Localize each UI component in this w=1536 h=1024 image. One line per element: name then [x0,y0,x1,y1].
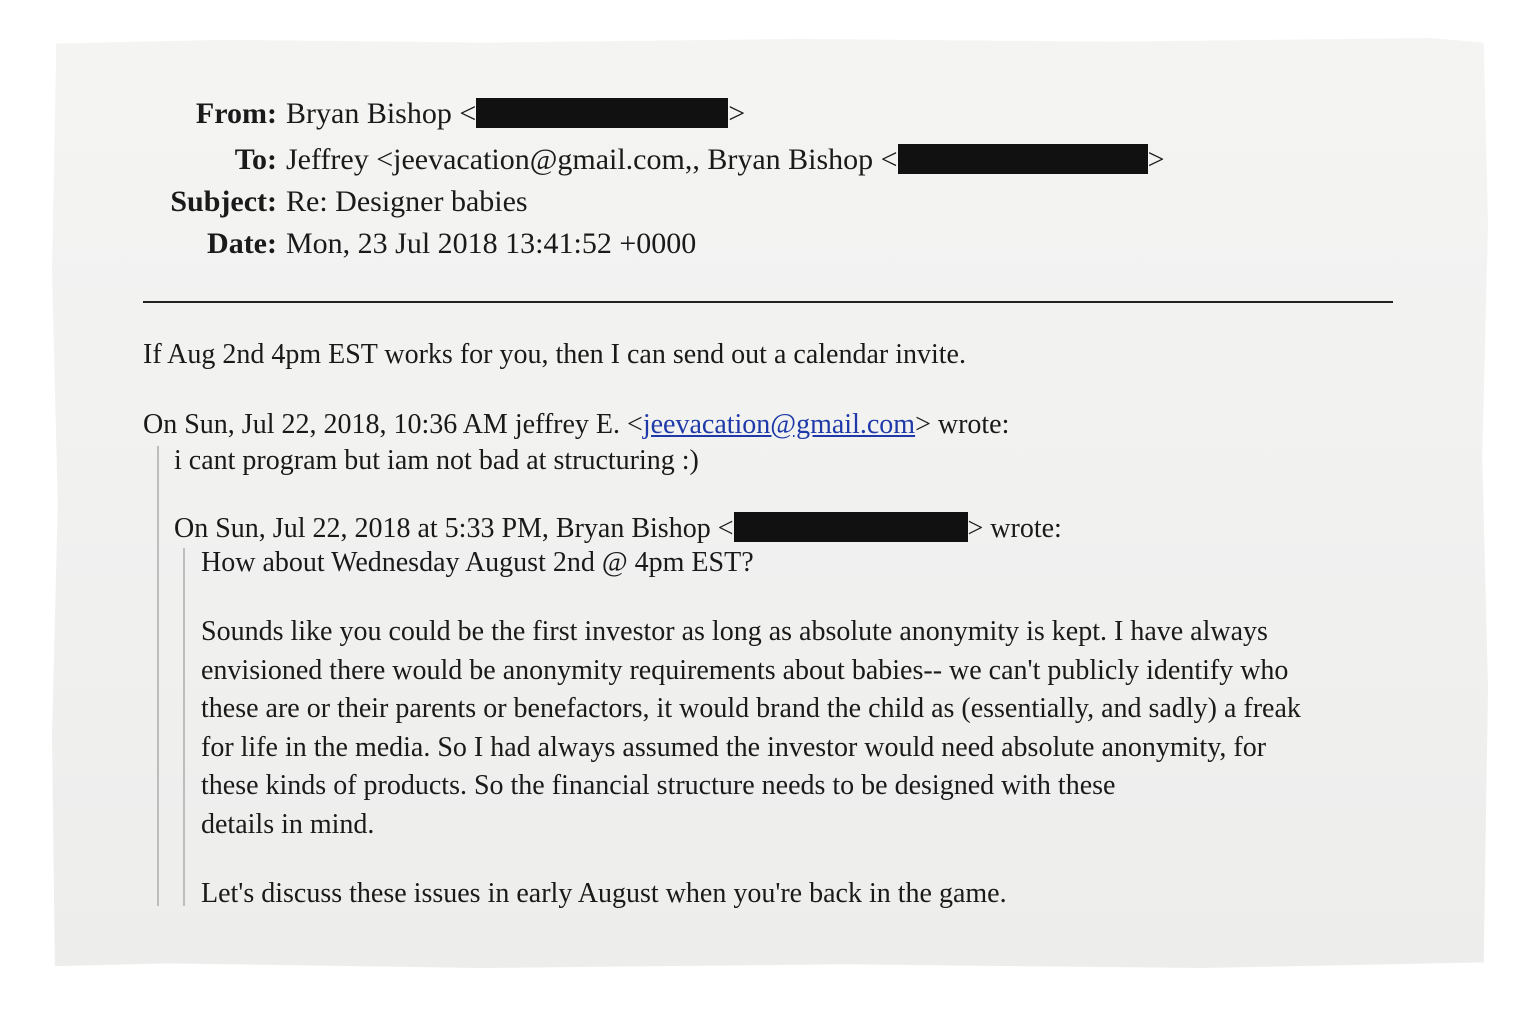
redaction-block [476,98,728,128]
paragraph-line: Sounds like you could be the first investor as long as absolute anonymity is kept. I have always [201,616,1268,647]
paragraph-line: details in mind. [201,808,375,840]
quote2-line1: How about Wednesday August 2nd @ 4pm EST? [201,547,754,578]
date-value: Mon, 23 Jul 2018 13:41:52 +0000 [286,227,697,260]
quote1-attribution [143,406,1009,445]
redaction-block [898,144,1148,174]
paragraph-line: these kinds of products. So the financial structure needs to be designed with these [201,770,1116,801]
quote2-bar [183,548,185,906]
redaction-block [734,512,968,542]
quote2-closing: Let's discuss these issues in early August when you're back in the game. [201,878,1007,909]
to-close: > [1147,143,1165,176]
from-value [286,96,745,132]
quote2-attrib-suffix: > wrote: [967,513,1062,544]
to-label: To: [234,143,277,176]
date-label: Date: [207,227,277,260]
subject-value: Re: Designer babies [286,185,528,218]
paragraph-line: these are or their parents or benefactors, it would brand the child as (essentially, and sadly) a freak [201,693,1301,724]
from-close: > [728,97,746,130]
quote1-text: i cant program but iam not bad at structuring :) [174,445,699,476]
to-recipients: Jeffrey <jeevacation@gmail.com,, Bryan Bishop < [286,143,898,176]
subject-label: Subject: [170,185,277,218]
paragraph-line: envisioned there would be anonymity requirements about babies-- we can't publicly identify who [201,654,1289,686]
from-sender: Bryan Bishop < [286,97,477,130]
paragraph-line: for life in the media. So I had always assumed the investor would need absolute anonymity, for [201,731,1267,763]
quote1-bar [157,446,159,906]
quote2-attrib-prefix: On Sun, Jul 22, 2018 at 5:33 PM, Bryan Bishop < [174,513,734,544]
to-value [286,142,1165,178]
quote1-attrib-prefix: On Sun, Jul 22, 2018, 10:36 AM jeffrey E. < [143,409,643,440]
reply-text: If Aug 2nd 4pm EST works for you, then I can send out a calendar invite. [143,339,966,370]
quote1-attrib-suffix: > wrote: [915,409,1010,440]
email-link[interactable]: jeevacation@gmail.com [642,409,916,440]
header-divider [143,301,1393,303]
quote2-attribution [174,510,1062,549]
from-label: From: [195,97,277,130]
quote2-paragraph [201,613,1301,844]
